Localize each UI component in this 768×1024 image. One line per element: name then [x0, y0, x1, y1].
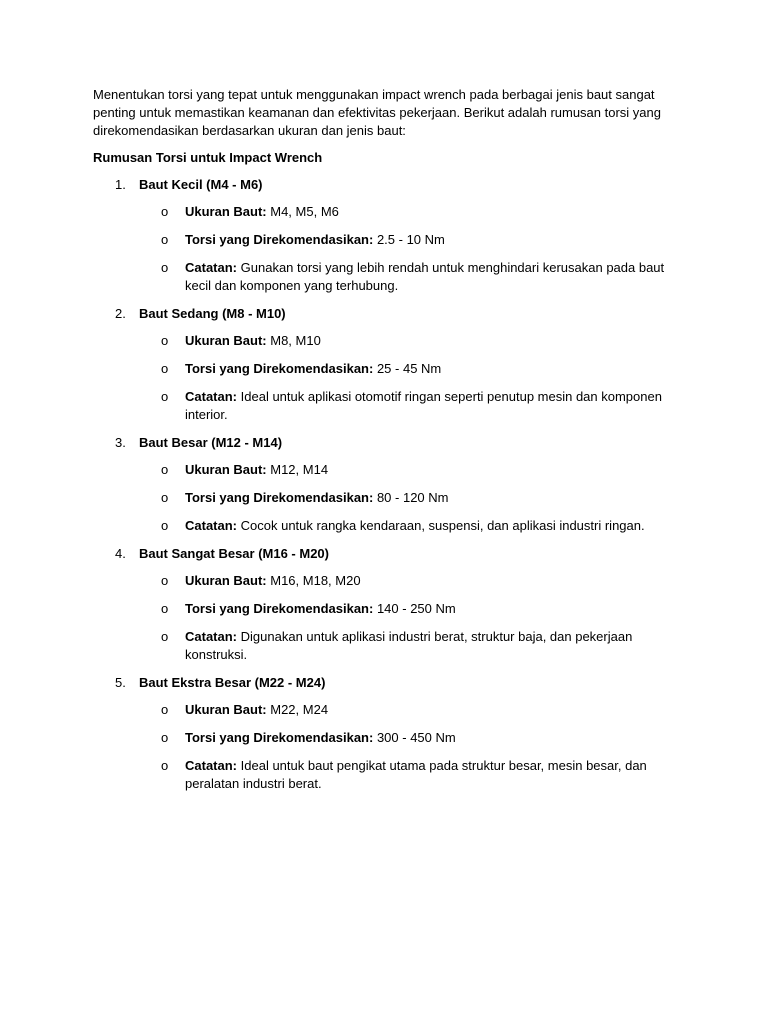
item-value: Digunakan untuk aplikasi industri berat, struktur baja, dan pekerjaan konstruksi. [185, 629, 633, 662]
item-label: Ukuran Baut: [185, 702, 267, 717]
item-value: M16, M18, M20 [270, 573, 361, 588]
section-number: 2. [115, 306, 126, 321]
bullet-icon: o [161, 758, 169, 773]
detail-list [93, 701, 673, 793]
bullet-icon: o [161, 389, 169, 404]
list-item [93, 231, 673, 249]
bullet-icon: o [161, 518, 169, 533]
section-title [93, 674, 673, 692]
item-value: M4, M5, M6 [270, 204, 339, 219]
bullet-icon: o [161, 490, 169, 505]
section-title [93, 176, 673, 194]
list-item [93, 628, 673, 664]
bullet-icon: o [161, 260, 169, 275]
section-heading: Rumusan Torsi untuk Impact Wrench [93, 150, 323, 165]
bullet-icon: o [161, 730, 169, 745]
list-item [93, 517, 673, 535]
item-label: Ukuran Baut: [185, 573, 267, 588]
item-label: Catatan: [185, 260, 238, 275]
item-value: Cocok untuk rangka kendaraan, suspensi, dan aplikasi industri ringan. [240, 518, 645, 533]
document-page [93, 86, 673, 803]
item-value: M22, M24 [270, 702, 329, 717]
section-title-text: Baut Ekstra Besar (M22 - M24) [139, 675, 326, 690]
item-label: Ukuran Baut: [185, 462, 267, 477]
list-item [93, 701, 673, 719]
list-item [93, 259, 673, 295]
item-value: Ideal untuk baut pengikat utama pada struktur besar, mesin besar, dan peralatan industri berat. [185, 758, 647, 791]
bullet-icon: o [161, 462, 169, 477]
list-item [93, 600, 673, 618]
item-label: Catatan: [185, 389, 238, 404]
bullet-icon: o [161, 232, 169, 247]
detail-list [93, 332, 673, 424]
list-item [93, 360, 673, 378]
section-number: 4. [115, 546, 126, 561]
detail-list [93, 203, 673, 295]
section-title [93, 545, 673, 563]
item-value: 25 - 45 Nm [376, 361, 442, 376]
intro-paragraph: Menentukan torsi yang tepat untuk menggunakan impact wrench pada berbagai jenis baut sangat penting untuk memastikan keamanan dan efektivitas pekerjaan. Berikut adalah rumusan torsi yang direkomendasikan berdasarkan ukuran dan jenis baut: [93, 87, 661, 138]
list-item-section [93, 545, 673, 664]
detail-list [93, 572, 673, 664]
list-item [93, 388, 673, 424]
bullet-icon: o [161, 702, 169, 717]
list-item [93, 461, 673, 479]
section-title-text: Baut Besar (M12 - M14) [139, 435, 283, 450]
list-item [93, 757, 673, 793]
bullet-icon: o [161, 573, 169, 588]
list-item-section [93, 305, 673, 424]
section-title [93, 305, 673, 323]
bullet-icon: o [161, 361, 169, 376]
item-label: Torsi yang Direkomendasikan: [185, 730, 374, 745]
item-label: Torsi yang Direkomendasikan: [185, 232, 374, 247]
item-label: Torsi yang Direkomendasikan: [185, 361, 374, 376]
item-value: Ideal untuk aplikasi otomotif ringan seperti penutup mesin dan komponen interior. [185, 389, 662, 422]
section-title-text: Baut Sangat Besar (M16 - M20) [139, 546, 329, 561]
item-label: Catatan: [185, 758, 238, 773]
item-label: Catatan: [185, 518, 238, 533]
bullet-icon: o [161, 204, 169, 219]
item-value: 2.5 - 10 Nm [376, 232, 445, 247]
list-item-section [93, 674, 673, 793]
item-label: Catatan: [185, 629, 238, 644]
list-item-section [93, 434, 673, 535]
item-label: Ukuran Baut: [185, 204, 267, 219]
bullet-icon: o [161, 629, 169, 644]
item-label: Torsi yang Direkomendasikan: [185, 601, 374, 616]
list-item [93, 332, 673, 350]
item-value: M12, M14 [270, 462, 329, 477]
item-label: Torsi yang Direkomendasikan: [185, 490, 374, 505]
bullet-icon: o [161, 333, 169, 348]
section-number: 3. [115, 435, 126, 450]
section-number: 1. [115, 177, 126, 192]
list-item [93, 572, 673, 590]
section-number: 5. [115, 675, 126, 690]
section-title-text: Baut Sedang (M8 - M10) [139, 306, 286, 321]
section-title-text: Baut Kecil (M4 - M6) [139, 177, 263, 192]
item-value: Gunakan torsi yang lebih rendah untuk menghindari kerusakan pada baut kecil dan komponen yang terhubung. [185, 260, 665, 293]
bullet-icon: o [161, 601, 169, 616]
list-item [93, 489, 673, 507]
torque-list [93, 176, 673, 793]
list-item [93, 729, 673, 747]
item-value: 300 - 450 Nm [376, 730, 456, 745]
list-item-section [93, 176, 673, 295]
item-value: M8, M10 [270, 333, 321, 348]
section-title [93, 434, 673, 452]
item-value: 80 - 120 Nm [376, 490, 449, 505]
item-value: 140 - 250 Nm [376, 601, 456, 616]
item-label: Ukuran Baut: [185, 333, 267, 348]
detail-list [93, 461, 673, 535]
list-item [93, 203, 673, 221]
